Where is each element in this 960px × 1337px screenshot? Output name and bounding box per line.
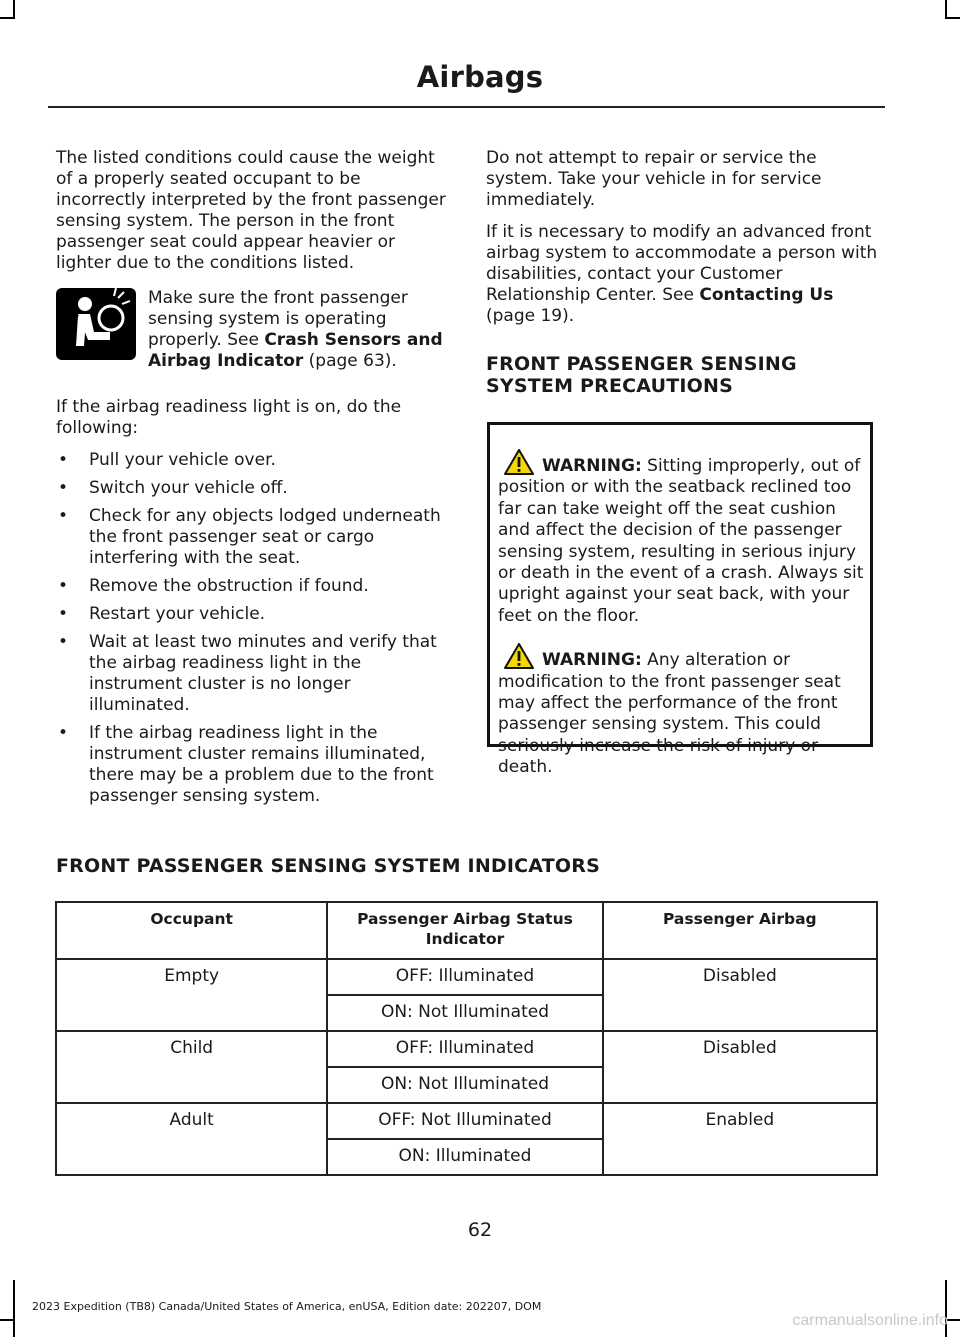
warning-text: Any alteration or modification to the front passenger seat may affect the performance of the front passenger sensing system. This could seriously increase the risk of injury or death. [498, 650, 841, 778]
crop-mark [0, 17, 15, 19]
list-item: • Restart your vehicle. [58, 604, 266, 624]
table-row [56, 1103, 877, 1139]
list-item: • Wait at least two minutes and verify that the airbag readiness light in the instrument cluster is no longer illuminated. [58, 632, 437, 715]
warning-modification [498, 643, 864, 778]
warning-seating [498, 449, 864, 627]
page-number: 62 [467, 1219, 493, 1241]
status-cell: OFF: Illuminated [327, 1031, 602, 1067]
airbag-cell: Enabled [603, 1103, 877, 1175]
crop-mark [13, 0, 15, 18]
airbag-seated-occupant-icon [56, 288, 136, 360]
status-cell: ON: Not Illuminated [327, 1067, 602, 1103]
status-cell: OFF: Not Illuminated [327, 1103, 602, 1139]
warning-label: WARNING: [542, 456, 642, 476]
crop-mark [0, 1319, 15, 1321]
occupant-cell: Adult [56, 1103, 327, 1175]
column-header: Occupant [56, 902, 327, 959]
status-cell: ON: Illuminated [327, 1139, 602, 1175]
bullet-glyph: • [58, 632, 69, 652]
list-item: • Pull your vehicle over. [58, 450, 276, 470]
modify-paragraph-page: (page 19). [486, 306, 575, 326]
indicators-table [55, 901, 878, 1176]
warning-triangle-icon [504, 449, 534, 475]
table-header-row [56, 902, 877, 959]
airbag-cell: Disabled [603, 959, 877, 1031]
right-column [486, 148, 878, 397]
left-column [56, 148, 446, 814]
bullet-glyph: • [58, 723, 69, 743]
column-header: Passenger Airbag Status Indicator [327, 902, 602, 959]
bullet-glyph: • [58, 506, 69, 526]
airbag-note [56, 288, 446, 383]
repair-paragraph: Do not attempt to repair or service the system. Take your vehicle in for service immediately. [486, 148, 822, 210]
crop-mark [945, 0, 947, 18]
intro-paragraph: The listed conditions could cause the weight of a properly seated occupant to be incorrectly interpreted by the front passenger sensing system. The person in the front passenger seat could appear heavier or lighter due to the conditions listed. [56, 148, 446, 273]
page-title: Airbags [416, 60, 544, 94]
bullet-glyph: • [58, 604, 69, 624]
table-row [56, 1031, 877, 1067]
bullet-glyph: • [58, 478, 69, 498]
status-cell: OFF: Illuminated [327, 959, 602, 995]
airbag-cell: Disabled [603, 1031, 877, 1103]
contacting-us-link[interactable]: Contacting Us [699, 285, 834, 305]
occupant-cell: Child [56, 1031, 327, 1103]
table-row [56, 959, 877, 995]
column-header: Passenger Airbag [603, 902, 877, 959]
crop-mark [13, 1280, 15, 1337]
occupant-cell: Empty [56, 959, 327, 1031]
modify-paragraph-text: If it is necessary to modify an advanced front airbag system to accommodate a person with disabilities, contact your Customer Relationship Center. See [486, 222, 878, 305]
crash-sensors-link[interactable]: Crash Sensors and Airbag Indicator [148, 330, 443, 371]
crop-mark [945, 17, 960, 19]
bullet-glyph: • [58, 450, 69, 470]
list-item: • Remove the obstruction if found. [58, 576, 369, 596]
list-item: • Check for any objects lodged underneath the front passenger seat or cargo interfering with the seat. [58, 506, 441, 568]
table-title: FRONT PASSENGER SENSING SYSTEM INDICATORS [56, 855, 600, 877]
readiness-steps-list [56, 450, 446, 807]
watermark: carmanualsonline.info [792, 1312, 948, 1329]
section-heading: FRONT PASSENGER SENSING SYSTEM PRECAUTIONS [486, 353, 797, 397]
warning-text: Sitting improperly, out of position or with the seatback reclined too far can take weight off the seat cushion and affect the decision of the passenger sensing system, resulting in serious injury or death in the event of a crash. Always sit upright against your seat back, with your feet on the floor. [498, 456, 864, 626]
list-item: • If the airbag readiness light in the instrument cluster remains illuminated, there may be a problem due to the front passenger sensing system. [58, 723, 434, 806]
footer-edition: 2023 Expedition (TB8) Canada/United States of America, enUSA, Edition date: 202207, DOM [32, 1300, 542, 1313]
list-item: • Switch your vehicle off. [58, 478, 288, 498]
readiness-paragraph: If the airbag readiness light is on, do the following: [56, 397, 402, 438]
header-rule [48, 106, 885, 108]
warning-box [487, 422, 873, 778]
bullet-glyph: • [58, 576, 69, 596]
warning-triangle-icon [504, 643, 534, 669]
status-cell: ON: Not Illuminated [327, 995, 602, 1031]
airbag-note-page: (page 63). [303, 351, 397, 371]
airbag-note-text: Make sure the front passenger sensing system is operating properly. See [148, 288, 408, 350]
warning-label: WARNING: [542, 650, 642, 671]
